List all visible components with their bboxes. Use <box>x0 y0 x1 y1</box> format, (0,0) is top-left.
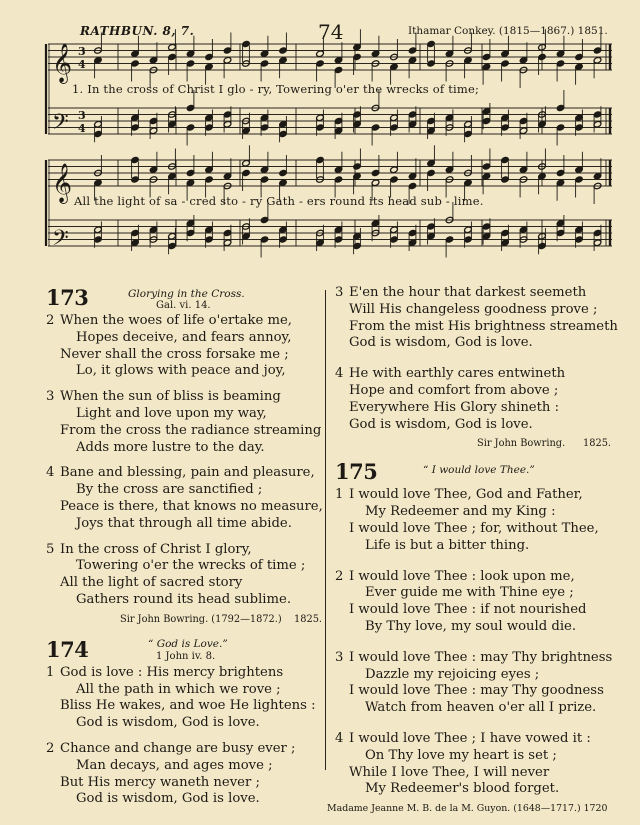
verse: 4 I would love Thee ; I have vowed it : On Thy love my heart is set ; While I love Thee, I will never My Redeemer's blood forget. <box>335 730 591 797</box>
verse: 2 I would love Thee : look upon me, Ever guide me with Thine eye ; I would love Thee : if not nourished By Thy love, my soul would die. <box>335 568 587 634</box>
hymn-title: “ God is Love.” <box>148 637 228 650</box>
time-signature-digit: 3 <box>78 109 86 122</box>
left-column <box>46 285 323 817</box>
hymn-number: 175 <box>335 459 378 485</box>
verse: 1 I would love Thee, God and Father, My Redeemer and my King : I would love Thee ; for, without Thee, Life is but a bitter thing. <box>335 487 599 553</box>
scripture-reference: 1 John iv. 8. <box>156 650 216 662</box>
time-signature-digit: 4 <box>78 58 86 71</box>
verse: 3 I would love Thee : may Thy brightness Dazzle my rejoicing eyes ; I would love Thee : may Thy goodness Watch from heaven o'er all I prize. <box>335 649 613 716</box>
verse: 2 When the woes of life o'ertake me, Hopes deceive, and fears annoy, Never shall the cross forsake me ; Lo, it glows with peace and joy, <box>46 313 292 379</box>
verse: 4 He with earthly cares entwineth Hope and comfort from above ; Everywhere His Glory shineth : God is wisdom, God is love. <box>335 366 566 432</box>
tune-name: RATHBUN. 8, 7. <box>80 24 195 38</box>
staff-lines <box>48 44 612 246</box>
verse: 3 E'en the hour that darkest seemeth Will His changeless goodness prove ; From the mist His brightness streameth God is wisdom, God is love. <box>335 285 618 351</box>
hymn-number: 174 <box>46 636 89 662</box>
hymn-174-header <box>46 637 316 665</box>
bass-clef-icon: 𝄢 <box>52 226 69 256</box>
bass-clef-icon: 𝄢 <box>52 110 69 140</box>
verse: 4 Bane and blessing, pain and pleasure, By the cross are sanctified ; Peace is there, that knows no measure, Joys that through all time abide. <box>46 465 323 531</box>
verse: 5 In the cross of Christ I glory, Towering o'er the wrecks of time ; All the light of sacred story Gathers round its head sublime. <box>46 541 306 607</box>
time-signature-digit: 4 <box>78 122 86 135</box>
bar-lines <box>46 44 610 246</box>
hymn-title: “ I would love Thee.” <box>423 464 535 477</box>
hymn-title: Glorying in the Cross. <box>128 288 245 300</box>
page-number: 74 <box>318 20 344 44</box>
right-column <box>327 285 618 820</box>
hymn-attribution: Sir John Bowring. (1792—1872.) 1825. <box>120 613 323 625</box>
column-divider <box>325 290 326 770</box>
music-score <box>0 0 640 285</box>
hymn-175-header <box>335 459 613 487</box>
hymn-number: 173 <box>46 285 89 310</box>
hymn-attribution: Sir John Bowring. 1825. <box>477 438 612 450</box>
treble-clef-icon: 𝄞 <box>52 43 73 83</box>
composer-credit: Ithamar Conkey. (1815—1867.) 1851. <box>408 25 608 37</box>
verse: 1 God is love : His mercy brightens All the path in which we rove ; Bliss He wakes, and woe He lightens : God is wisdom, God is love. <box>46 664 316 731</box>
verse: 2 Chance and change are busy ever ; Man decays, and ages move ; But His mercy waneth never ; God is wisdom, God is love. <box>46 740 296 807</box>
hymn-attribution: Madame Jeanne M. B. de la M. Guyon. (1648—1717.) 1720 <box>327 803 608 815</box>
treble-clef-icon: 𝄞 <box>52 163 73 203</box>
verse: 3 When the sun of bliss is beaming Light and love upon my way, From the cross the radiance streaming Adds more lustre to the day. <box>46 389 322 455</box>
lyric-line-1: 1. In the cross of Christ I glo - ry, Towering o'er the wrecks of time; <box>72 82 480 96</box>
time-signature-digit: 3 <box>78 45 86 58</box>
clefs-and-time <box>52 43 72 256</box>
lyric-line-2: All the light of sa - cred sto - ry Gath - ers round its head sub - lime. <box>74 194 484 208</box>
hymn-173-header <box>46 285 316 313</box>
scripture-reference: Gal. vi. 14. <box>156 300 211 311</box>
